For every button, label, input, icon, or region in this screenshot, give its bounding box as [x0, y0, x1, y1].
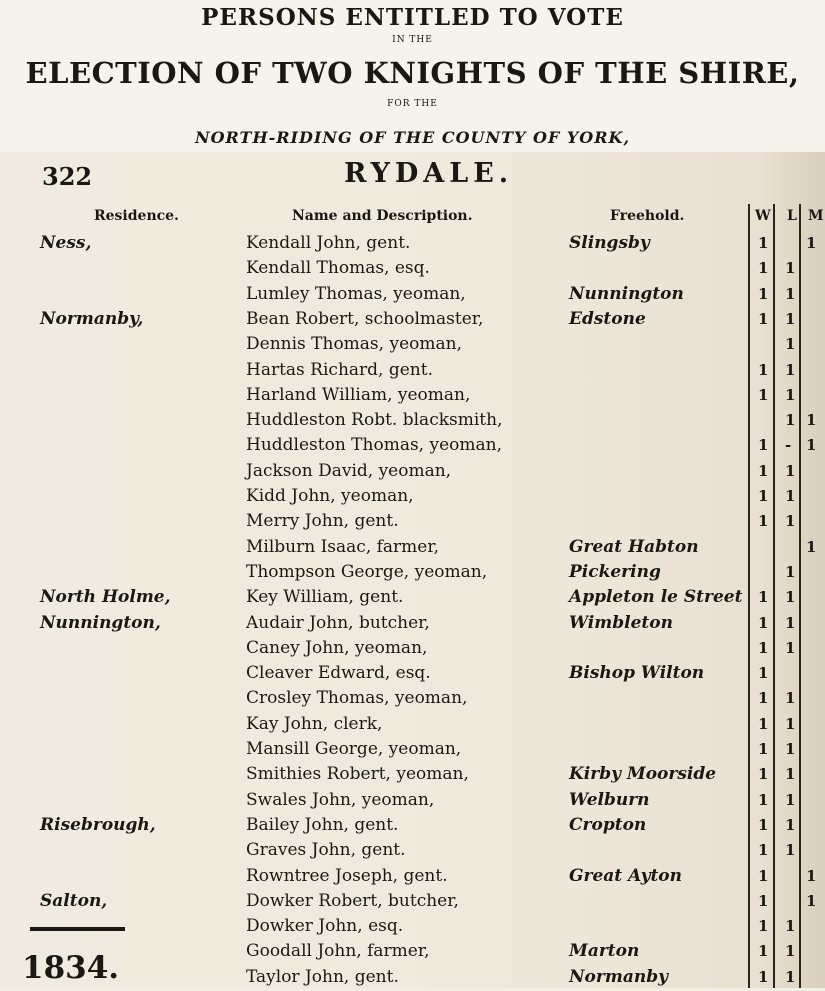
voter-row [0, 940, 825, 965]
header-line-4: FOR THE [387, 99, 438, 109]
residence-cell: North Holme, [40, 587, 171, 608]
vote-w-cell: 1 [758, 942, 769, 961]
vote-w-cell: 1 [758, 765, 769, 784]
vote-l-cell: 1 [785, 689, 796, 708]
vote-m-cell: 1 [806, 436, 817, 455]
voter-row [0, 814, 825, 839]
residence-cell: Risebrough, [40, 814, 156, 835]
vote-l-cell: 1 [785, 309, 796, 328]
vote-l-cell: 1 [785, 360, 796, 379]
vote-w-cell: 1 [758, 790, 769, 809]
name-cell: Rowntree Joseph, gent. [246, 865, 448, 886]
name-cell: Jackson David, yeoman, [246, 460, 452, 481]
name-cell: Audair John, butcher, [246, 612, 430, 633]
voter-row [0, 359, 825, 384]
voter-row [0, 460, 825, 485]
voter-row [0, 485, 825, 510]
vote-w-cell: 1 [758, 917, 769, 936]
voter-row [0, 687, 825, 712]
name-cell: Dowker John, esq. [246, 916, 404, 937]
freehold-cell: Appleton le Street [569, 587, 743, 608]
section-title: RYDALE. [344, 158, 514, 189]
vote-w-cell: 1 [758, 613, 769, 632]
vote-l-cell: 1 [785, 740, 796, 758]
freehold-cell: Edstone [569, 308, 646, 329]
voter-row [0, 738, 825, 763]
vote-w-cell: 1 [758, 740, 769, 758]
vote-l-cell: 1 [785, 967, 796, 986]
column-header-freehold: Freehold. [610, 208, 685, 224]
freehold-cell: Great Ayton [569, 865, 683, 886]
vote-w-cell: 1 [758, 664, 769, 683]
vote-w-cell: 1 [758, 714, 769, 733]
name-cell: Taylor John, gent. [246, 966, 399, 987]
name-cell: Kay John, clerk, [246, 713, 383, 734]
vote-l-cell: 1 [785, 487, 796, 505]
residence-cell: Nunnington, [40, 612, 161, 633]
register-page [0, 152, 825, 988]
voter-row [0, 789, 825, 814]
freehold-cell: Welburn [569, 789, 650, 810]
freehold-cell: Kirby Moorside [569, 764, 717, 785]
publication-year: 1834. [22, 950, 120, 986]
voter-row [0, 966, 825, 991]
voter-row [0, 561, 825, 586]
vote-w-cell: 1 [758, 588, 769, 607]
vote-w-cell: 1 [758, 436, 769, 455]
column-header-residence: Residence. [94, 208, 179, 224]
name-cell: Milburn Isaac, farmer, [246, 536, 440, 557]
residence-cell: Normanby, [40, 308, 144, 329]
freehold-cell: Bishop Wilton [569, 663, 705, 684]
name-cell: Goodall John, farmer, [246, 941, 430, 962]
freehold-cell: Marton [569, 941, 640, 962]
residence-cell: Salton, [40, 890, 108, 911]
voter-row [0, 434, 825, 459]
vote-w-cell: 1 [758, 360, 769, 379]
vote-m-cell: 1 [806, 891, 817, 910]
voter-row [0, 232, 825, 257]
name-cell: Hartas Richard, gent. [246, 359, 433, 380]
vote-w-cell: 1 [758, 638, 769, 657]
vote-w-cell: 1 [758, 866, 769, 885]
name-cell: Key William, gent. [246, 587, 404, 608]
name-cell: Merry John, gent. [246, 511, 399, 532]
vote-l-cell: 1 [785, 461, 796, 480]
vote-w-cell: 1 [758, 284, 769, 303]
name-cell: Dowker Robert, butcher, [246, 890, 459, 911]
name-cell: Mansill George, yeoman, [246, 739, 462, 759]
voter-row [0, 384, 825, 409]
name-cell: Dennis Thomas, yeoman, [246, 334, 462, 355]
freehold-cell: Normanby [569, 966, 668, 987]
column-header-name: Name and Description. [292, 208, 473, 224]
voter-row [0, 637, 825, 662]
footer-rule [30, 927, 125, 931]
voter-row [0, 308, 825, 333]
vote-m-cell: 1 [806, 537, 817, 556]
freehold-cell: Pickering [569, 561, 661, 582]
name-cell: Huddleston Thomas, yeoman, [246, 435, 502, 456]
vote-l-cell: 1 [785, 917, 796, 936]
voter-row [0, 865, 825, 890]
vote-w-cell: 1 [758, 891, 769, 910]
name-cell: Kendall John, gent. [246, 233, 411, 253]
vote-l-cell: 1 [785, 588, 796, 607]
vote-w-cell: 1 [758, 512, 769, 531]
voter-row [0, 713, 825, 738]
voter-row [0, 536, 825, 561]
name-cell: Bean Robert, schoolmaster, [246, 308, 484, 329]
voter-row [0, 586, 825, 611]
name-cell: Swales John, yeoman, [246, 789, 435, 810]
vote-l-cell: 1 [785, 638, 796, 657]
header-line-3: ELECTION OF TWO KNIGHTS OF THE SHIRE, [25, 56, 800, 90]
voter-row [0, 763, 825, 788]
vote-l-cell: 1 [785, 259, 796, 278]
name-cell: Cleaver Edward, esq. [246, 663, 431, 684]
vote-l-cell: 1 [785, 613, 796, 632]
vote-l-cell: 1 [785, 942, 796, 961]
header-line-1: PERSONS ENTITLED TO VOTE [201, 4, 624, 31]
vote-w-cell: 1 [758, 385, 769, 404]
vote-l-cell: 1 [785, 284, 796, 303]
vote-w-cell: 1 [758, 259, 769, 278]
vote-w-cell: 1 [758, 487, 769, 505]
name-cell: Graves John, gent. [246, 840, 406, 861]
voter-row [0, 890, 825, 915]
name-cell: Smithies Robert, yeoman, [246, 764, 469, 785]
freehold-cell: Great Habton [569, 536, 699, 557]
voter-row [0, 333, 825, 358]
name-cell: Thompson George, yeoman, [246, 561, 488, 582]
vote-w-cell: 1 [758, 689, 769, 708]
vote-m-cell: 1 [806, 234, 817, 252]
freehold-cell: Slingsby [569, 233, 650, 253]
vote-l-cell: 1 [785, 714, 796, 733]
vote-l-cell: 1 [785, 562, 796, 581]
header-line-2: IN THE [392, 35, 433, 45]
name-cell: Kidd John, yeoman, [246, 486, 414, 506]
freehold-cell: Nunnington [569, 283, 684, 304]
name-cell: Kendall Thomas, esq. [246, 258, 430, 279]
freehold-cell: Cropton [569, 814, 647, 835]
header-line-5: NORTH-RIDING OF THE COUNTY OF YORK, [194, 128, 631, 147]
column-header-m: M [808, 208, 824, 224]
vote-m-cell: 1 [806, 411, 817, 430]
name-cell: Crosley Thomas, yeoman, [246, 688, 468, 709]
vote-l-cell: 1 [785, 815, 796, 834]
column-header-l: L [787, 208, 797, 224]
vote-w-cell: 1 [758, 234, 769, 252]
name-cell: Lumley Thomas, yeoman, [246, 283, 466, 304]
vote-w-cell: 1 [758, 461, 769, 480]
vote-l-cell: 1 [785, 385, 796, 404]
voter-row [0, 409, 825, 434]
name-cell: Caney John, yeoman, [246, 637, 428, 658]
vote-l-cell: 1 [785, 765, 796, 784]
freehold-cell: Wimbleton [569, 612, 673, 633]
voter-row [0, 662, 825, 687]
vote-w-cell: 1 [758, 309, 769, 328]
name-cell: Harland William, yeoman, [246, 384, 471, 405]
voter-row [0, 510, 825, 535]
voter-row [0, 839, 825, 864]
name-cell: Bailey John, gent. [246, 814, 399, 835]
name-cell: Huddleston Robt. blacksmith, [246, 410, 503, 431]
page-number: 322 [42, 162, 93, 191]
vote-w-cell: 1 [758, 841, 769, 860]
vote-l-cell: 1 [785, 841, 796, 860]
vote-l-cell: 1 [785, 790, 796, 809]
voter-row [0, 283, 825, 308]
title-header [0, 0, 825, 152]
vote-l-cell: - [785, 436, 792, 455]
vote-l-cell: 1 [785, 411, 796, 430]
vote-m-cell: 1 [806, 866, 817, 885]
voter-row [0, 612, 825, 637]
column-header-w: W [755, 208, 771, 224]
vote-w-cell: 1 [758, 815, 769, 834]
vote-l-cell: 1 [785, 335, 796, 354]
vote-w-cell: 1 [758, 967, 769, 986]
residence-cell: Ness, [40, 233, 92, 253]
vote-l-cell: 1 [785, 512, 796, 531]
voter-row [0, 257, 825, 282]
